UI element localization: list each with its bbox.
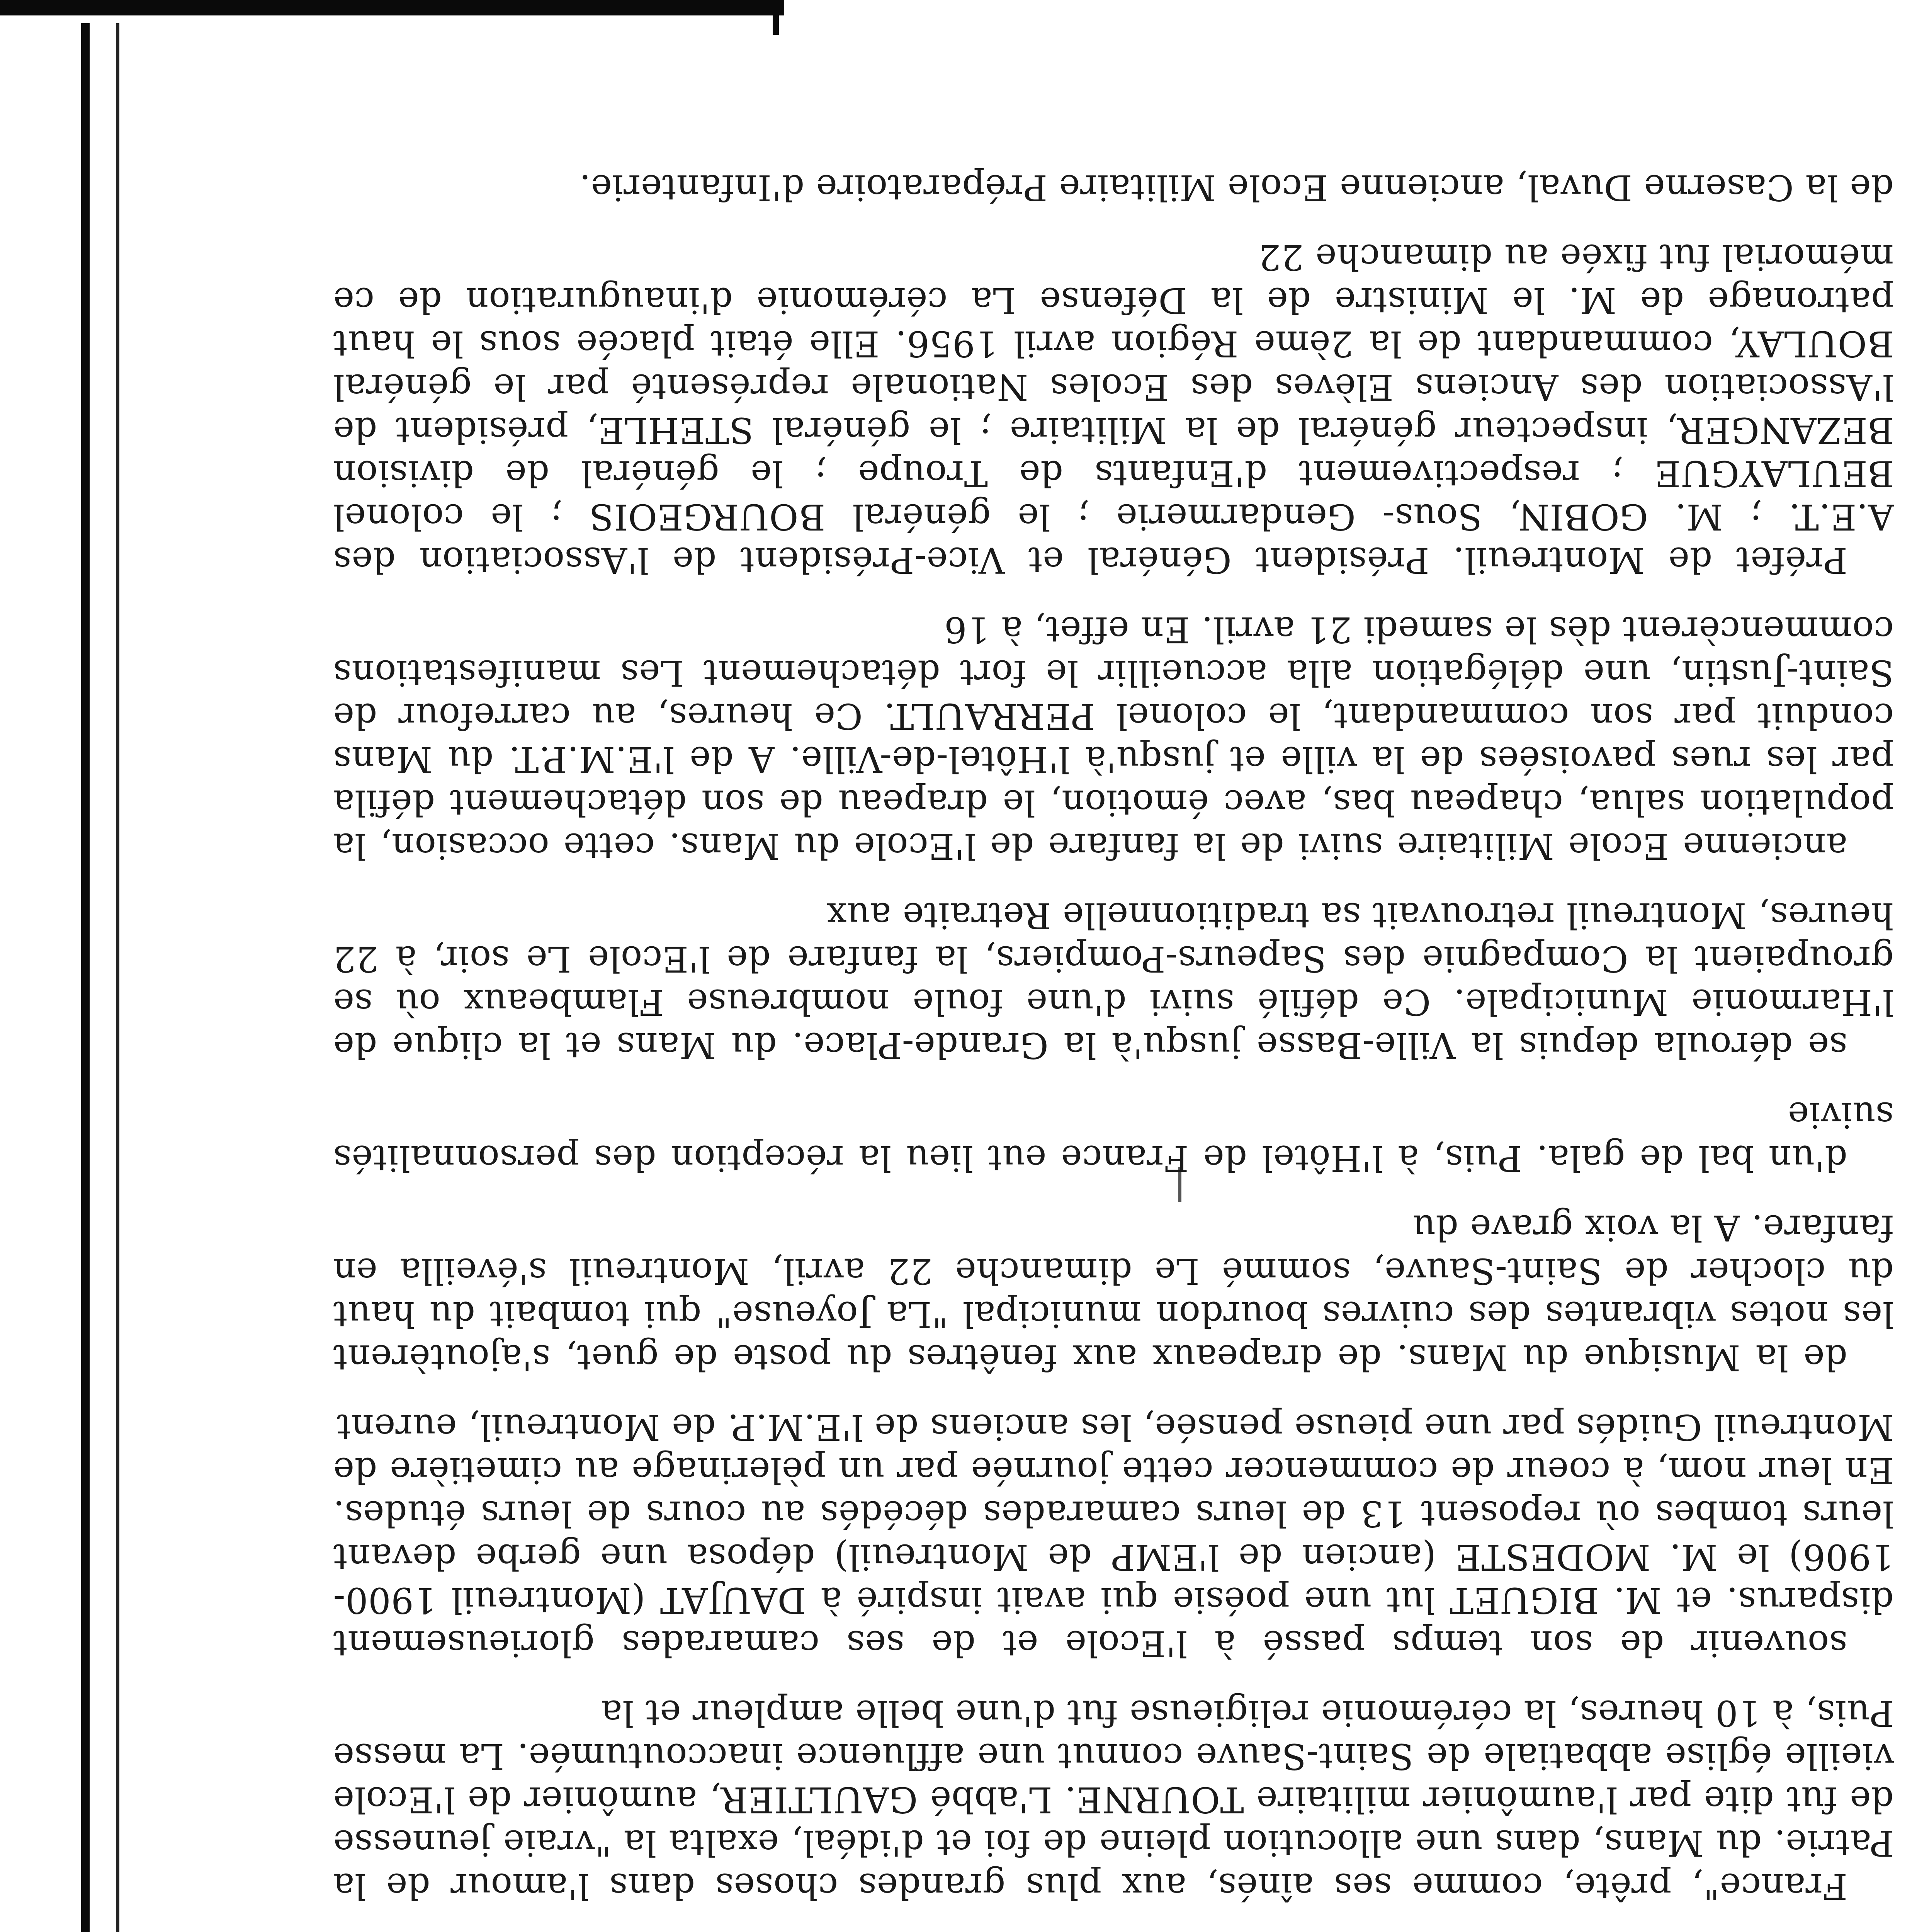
paragraph: de la Caserne Duval, ancienne Ecole Militaire Préparatoire d'Infanterie. bbox=[579, 167, 1894, 208]
paragraph: Préfet de Montreuil. Président Général et Vice-Président de l'Association des A.E.T. ; M. GOBIN, Sous- Gendarmerie ; le général BOURGEOIS ; le colonel BEULAYGUE ; respectivement d'Enfants de Troupe ; le général de division BEZANGER, inspecteur général de la Militaire ; le général STEHLE, président de l'Association des Anciens Elèves des Ecoles Nationale représenté par le général BOULAY, commandant de la 2ème Région avril 1956. Elle était placée sous le haut patronage de M. le Ministre de la Défense La cérémonie d'inauguration de ce mémorial fut fixée au dimanche 22 bbox=[333, 236, 1894, 581]
paragraph: se déroula depuis la Ville-Basse jusqu'à la Grande-Place. du Mans et la clique de l'Harmonie Municipale. Ce défilé suivi d'une foule nombreuse Flambeaux où se groupaient la Compagnie des Sapeurs-Pompiers, la fanfare de l'Ecole Le soir, à 22 heures, Montreuil retrouvait sa traditionnelle Retraite aux bbox=[333, 895, 1894, 1066]
paragraph: d'un bal de gala. Puis, à l'Hôtel de France eut lieu la réception des personnalités suivie bbox=[333, 1094, 1894, 1179]
paragraph: ancienne Ecole Militaire suivi de la fanfare de l'Ecole du Mans. cette occasion, la population salua, chapeau bas, avec émotion, le drapeau de son détachement défila par les rues pavoisées de la ville et jusqu'à l'Hôtel-de-Ville. A de l'E.M.P.T. du Mans conduit par son commandant, le colonel PERRAULT. Ce heures, au carrefour de Saint-Justin, une délégation alla accueillir le fort détachement Les manifestations commencèrent dès le samedi 21 avril. En effet, à 16 bbox=[333, 609, 1894, 867]
page-body bbox=[333, 139, 1894, 1932]
paragraph: souvenir de son temps passé à l'Ecole et de ses camarades glorieusement disparus. et M. BIGUET lut une poésie qui avait inspiré à DAUJAT (Montreuil 1900-1906) le M. MODESTE (ancien de l'EMP de Montreuil) déposa une gerbe devant leurs tombes où reposent 13 de leurs camarades décédés au cours de leurs études. En leur nom, à coeur de commencer cette journée par un pèlerinage au cimetière de Montreuil Guidés par une pieuse pensée, les anciens de l'E.M.P. de Montreuil, eurent bbox=[333, 1406, 1894, 1664]
paragraph: de la Musique du Mans. de drapeaux aux fenêtres du poste de guet, s'ajoutèrent les notes vibrantes des cuivres bourdon municipal "La Joyeuse" qui tombait du haut du clocher de Saint-Sauve, sommé Le dimanche 22 avril, Montreuil s'éveilla en fanfare. A la voix grave du bbox=[333, 1207, 1894, 1378]
paragraph: France", prête, comme ses aînés, aux plus grandes choses dans l'amour de la Patrie. du Mans, dans une allocution pleine de foi et d'idéal, exalta la "vraie jeunesse de fut dite par l'aumônier militaire TOURNE. L'abbé GAULTIER, aumônier de l'Ecole vieille église abbatiale de Saint-Sauve connut une affluence inaccoutumée. La messe Puis, à 10 heures, la cérémonie religieuse fut d'une belle ampleur et la bbox=[333, 1692, 1894, 1907]
